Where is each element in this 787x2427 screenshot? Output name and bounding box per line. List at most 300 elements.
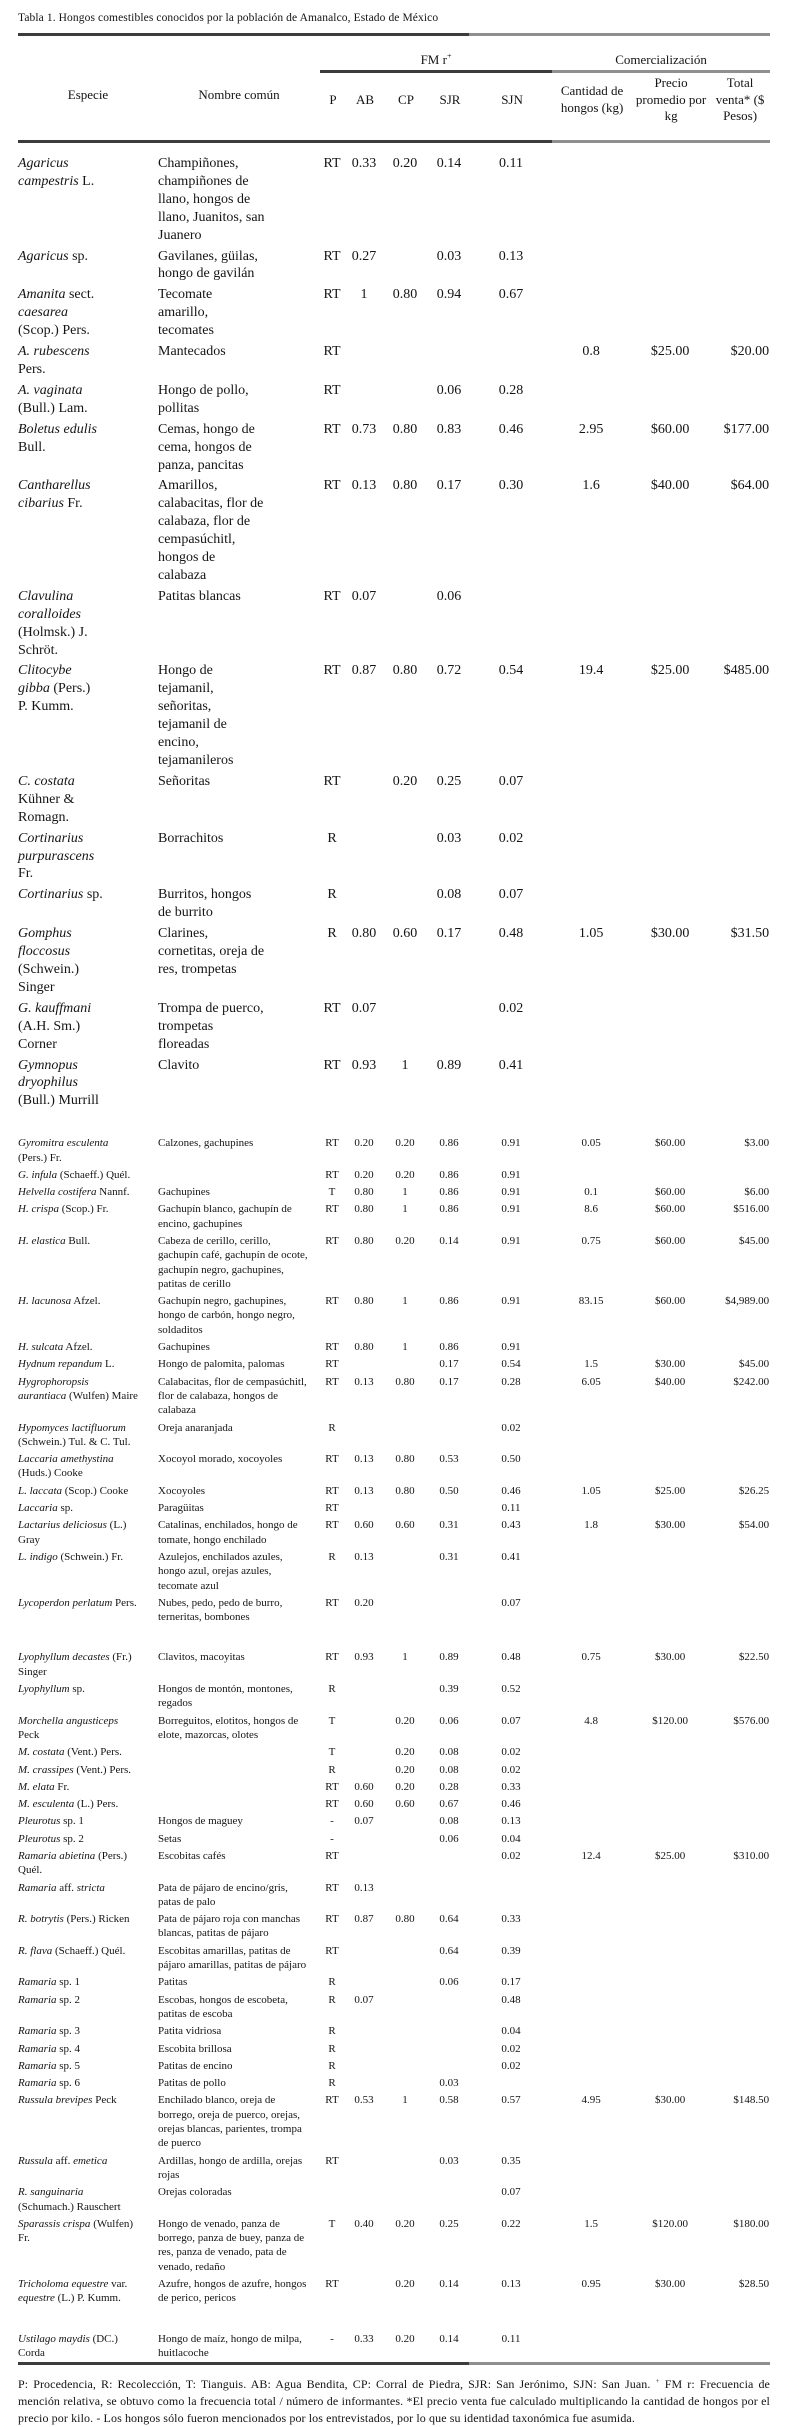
species-name-cell: L. laccata (Scop.) Cooke: [18, 1484, 129, 1497]
species-name-cell: M. costata (Vent.) Pers.: [18, 1746, 122, 1759]
procedencia-cell: RT: [323, 1057, 341, 1073]
sjr-frequency-cell: 0.03: [439, 2077, 459, 2090]
precio-cell: $60.00: [650, 421, 690, 437]
cantidad-cell: [552, 1911, 632, 1943]
sjn-frequency-cell: 0.07: [501, 1596, 521, 1609]
species-name-cell: Cortinarius purpurascens Fr.: [18, 830, 95, 882]
common-names-cell: Patita vidriosa: [158, 2025, 222, 2038]
ab-frequency-cell: [346, 1831, 384, 1848]
procedencia-cell: RT: [323, 1000, 341, 1016]
total-venta-cell: [710, 1339, 770, 1356]
cp-frequency-cell: 0.80: [392, 663, 418, 679]
sjr-frequency-cell: 0.53: [439, 1453, 459, 1466]
cantidad-cell: [552, 1339, 632, 1356]
cp-frequency-cell: [384, 1974, 428, 1991]
precio-cell: [632, 1420, 710, 1452]
precio-cell: [632, 1549, 710, 1595]
species-row: [18, 1293, 770, 1339]
procedencia-cell: RT: [325, 1798, 339, 1811]
ab-frequency-cell: [346, 2184, 384, 2216]
species-row: [18, 829, 770, 886]
species-row: [18, 1374, 770, 1420]
species-name-cell: Helvella costifera Nannf.: [18, 1186, 130, 1199]
cantidad-cell: [552, 1974, 632, 1991]
precio-cell: [632, 1813, 710, 1830]
sjr-frequency-cell: 0.89: [436, 1057, 462, 1073]
precio-cell: $30.00: [654, 1651, 686, 1664]
precio-cell: [632, 1911, 710, 1943]
sjr-frequency-cell: 0.03: [439, 2154, 459, 2167]
species-row: [18, 2041, 770, 2058]
procedencia-cell: R: [327, 926, 337, 942]
sjr-frequency-cell: 0.14: [439, 2278, 459, 2290]
precio-cell: [632, 1779, 710, 1796]
cantidad-cell: [552, 1451, 632, 1483]
cp-frequency-cell: 0.20: [395, 1763, 415, 1776]
species-row: [18, 924, 770, 999]
ab-frequency-cell: 0.20: [354, 1137, 374, 1150]
total-venta-cell: [710, 1744, 770, 1761]
cp-frequency-cell: [384, 999, 428, 1056]
species-row: [18, 1483, 770, 1500]
procedencia-cell: RT: [325, 1295, 339, 1308]
total-venta-cell: $31.50: [730, 926, 770, 942]
species-row: [18, 1831, 770, 1848]
sjr-frequency-cell: 0.86: [439, 1295, 459, 1308]
procedencia-cell: -: [330, 1815, 334, 1828]
sjr-frequency-cell: 0.58: [439, 2094, 459, 2107]
sjr-frequency-cell: 0.06: [436, 382, 462, 398]
common-names-cell: Catalinas, enchilados, hongo de tomate, hongo enchilado: [158, 1519, 298, 1546]
precio-cell: [632, 829, 710, 886]
precio-cell: $60.00: [654, 1137, 686, 1150]
precio-cell: [632, 1744, 710, 1761]
group-header-row: [18, 36, 770, 72]
common-names-cell: Patitas de encino: [158, 2059, 233, 2072]
ab-frequency-cell: 1: [360, 287, 368, 303]
cantidad-cell: 1.8: [584, 1519, 598, 1532]
cp-frequency-cell: [384, 1848, 428, 1880]
species-name-cell: Ramaria abietina (Pers.) Quél.: [18, 1849, 128, 1877]
precio-cell: $40.00: [650, 478, 690, 494]
total-venta-cell: [710, 1056, 770, 1113]
cp-frequency-cell: [384, 1549, 428, 1595]
species-row: [18, 1762, 770, 1779]
sjn-frequency-cell: 0.41: [501, 1550, 521, 1563]
procedencia-cell: R: [328, 1421, 336, 1434]
cp-frequency-cell: 1: [401, 1057, 409, 1073]
ab-frequency-cell: 0.93: [354, 1651, 374, 1664]
species-row: [18, 381, 770, 420]
species-row: [18, 1813, 770, 1830]
cantidad-cell: 19.4: [578, 663, 604, 679]
precio-cell: [632, 2184, 710, 2216]
precio-cell: [632, 1992, 710, 2024]
procedencia-cell: R: [328, 2042, 336, 2055]
sjn-frequency-cell: 0.46: [501, 1798, 521, 1811]
table-footnote: [18, 2376, 770, 2427]
cp-frequency-cell: 1: [402, 2094, 408, 2107]
procedencia-cell: RT: [323, 287, 341, 303]
procedencia-cell: R: [328, 2077, 336, 2090]
species-row: [18, 1356, 770, 1373]
sjr-frequency-cell: 0.14: [439, 1235, 459, 1247]
sjr-frequency-cell: 0.50: [439, 1484, 459, 1497]
sjn-frequency-cell: 0.91: [501, 1137, 521, 1150]
cantidad-cell: [552, 829, 632, 886]
species-name-cell: H. crispa (Scop.) Fr.: [18, 1203, 109, 1216]
cantidad-cell: 4.95: [581, 2094, 601, 2107]
precio-cell: [632, 999, 710, 1056]
procedencia-cell: T: [328, 1714, 336, 1727]
procedencia-cell: [320, 2184, 346, 2216]
sjr-frequency-cell: 0.67: [439, 1798, 459, 1811]
cantidad-cell: [552, 1595, 632, 1627]
total-venta-cell: [710, 1500, 770, 1517]
sjr-frequency-cell: [428, 999, 472, 1056]
ab-frequency-cell: 0.13: [354, 1484, 374, 1497]
footnote-explanation: FM r: Frecuencia de mención relativa, se obtuvo como la frecuencia total / número de informantes. *El precio venta fue calculado multiplicando la cantidad de hongos por el precio por kilo. - Los hongos sólo fueron mencionados por los entrevistados, por lo que su identidad taxonómica fue asumida.: [18, 2377, 770, 2426]
sjn-frequency-cell: 0.07: [498, 887, 524, 903]
sjn-frequency-cell: 0.13: [501, 2278, 521, 2290]
col-header-p: P: [320, 72, 346, 142]
cp-frequency-cell: 0.60: [395, 1798, 415, 1811]
cantidad-cell: 1.05: [578, 926, 604, 942]
common-names-cell: Pata de pájaro roja con manchas blancas, patitas de pájaro: [158, 1913, 301, 1940]
species-name-cell: Laccaria amethystina (Huds.) Cooke: [18, 1453, 114, 1480]
cp-frequency-cell: [384, 1992, 428, 2024]
procedencia-cell: RT: [323, 248, 341, 264]
sjr-frequency-cell: 0.03: [436, 830, 462, 846]
sjr-frequency-cell: 0.86: [439, 1186, 459, 1199]
total-venta-cell: [710, 1992, 770, 2024]
sjn-frequency-cell: 0.43: [501, 1519, 521, 1532]
cantidad-cell: 12.4: [581, 1849, 601, 1862]
total-venta-cell: [710, 1549, 770, 1595]
total-venta-cell: $45.00: [738, 1358, 770, 1371]
common-names-cell: Trompa de puerco, trompetas floreadas: [158, 1000, 264, 1052]
procedencia-cell: RT: [325, 1168, 339, 1181]
cantidad-cell: [552, 2041, 632, 2058]
total-venta-cell: $516.00: [733, 1203, 770, 1216]
sjr-frequency-cell: [428, 342, 472, 381]
common-names-cell: Paragüitas: [158, 1502, 204, 1515]
procedencia-cell: RT: [325, 1358, 339, 1371]
sjn-frequency-cell: 0.02: [501, 2059, 521, 2072]
ab-frequency-cell: 0.80: [354, 1295, 374, 1308]
procedencia-cell: RT: [323, 382, 341, 398]
sjn-frequency-cell: 0.91: [501, 1341, 521, 1354]
common-names-cell: Patitas de pollo: [158, 2077, 226, 2090]
sjr-frequency-cell: 0.94: [436, 287, 462, 303]
ab-frequency-cell: [346, 2023, 384, 2040]
cp-frequency-cell: 0.60: [392, 926, 418, 942]
precio-cell: [632, 1167, 710, 1184]
common-names-cell: Hongo de pollo, pollitas: [158, 382, 249, 416]
species-row: [18, 1744, 770, 1761]
footnote-abbreviations: P: Procedencia, R: Recolección, T: Tianguis. AB: Agua Bendita, CP: Corral de Piedra, SJR: San Jerónimo, SJN: San Juan.: [18, 2377, 651, 2392]
cantidad-cell: [552, 1167, 632, 1184]
sjn-frequency-cell: 0.35: [501, 2154, 521, 2167]
species-row: [18, 1974, 770, 1991]
total-venta-cell: [710, 2023, 770, 2040]
sjr-frequency-cell: 0.86: [439, 1168, 459, 1181]
ab-frequency-cell: 0.93: [351, 1057, 377, 1073]
cantidad-cell: [552, 885, 632, 924]
group-header-fmr: [320, 36, 552, 72]
species-name-cell: Laccaria sp.: [18, 1502, 74, 1515]
precio-cell: $60.00: [654, 1203, 686, 1216]
sjr-frequency-cell: 0.17: [436, 478, 462, 494]
common-names-cell: Azulejos, enchilados azules, hongo azul, orejas azules, tecomate azul: [158, 1550, 283, 1592]
sjn-frequency-cell: 0.91: [501, 1203, 521, 1216]
cp-frequency-cell: 0.20: [395, 1780, 415, 1793]
ab-frequency-cell: 0.60: [354, 1519, 374, 1532]
cp-frequency-cell: [384, 1595, 428, 1627]
total-venta-cell: [710, 1167, 770, 1184]
species-name-cell: Russula aff. emetica: [18, 2154, 108, 2167]
species-name-cell: Sparassis crispa (Wulfen) Fr.: [18, 2217, 134, 2245]
species-row: [18, 2276, 770, 2308]
species-name-cell: R. flava (Schaeff.) Quél.: [18, 1944, 126, 1957]
cp-frequency-cell: 0.80: [395, 1453, 415, 1466]
sjr-frequency-cell: 0.25: [436, 773, 462, 789]
species-row: [18, 1167, 770, 1184]
precio-cell: [632, 772, 710, 829]
common-names-cell: Tecomate amarillo, tecomates: [158, 287, 214, 339]
total-venta-cell: [710, 1880, 770, 1912]
paper-table-page: [18, 8, 770, 2427]
procedencia-cell: RT: [323, 156, 341, 171]
common-names-cell: Calabacitas, flor de cempasúchitl, flor de calabaza, hongos de calabaza: [158, 1375, 307, 1417]
col-header-sjn: SJN: [472, 72, 552, 142]
ab-frequency-cell: [346, 1713, 384, 1745]
species-row: [18, 1681, 770, 1713]
cp-frequency-cell: [384, 2075, 428, 2092]
common-names-cell: Xocoyoles: [158, 1484, 206, 1497]
sjn-frequency-cell: 0.33: [501, 1913, 521, 1926]
species-row: [18, 2184, 770, 2216]
sjr-frequency-cell: 0.83: [436, 421, 462, 437]
cantidad-cell: 0.75: [581, 1235, 601, 1247]
species-name-cell: Agaricus sp.: [18, 248, 89, 264]
cantidad-cell: 6.05: [581, 1375, 601, 1388]
procedencia-cell: RT: [325, 1881, 339, 1894]
common-names-cell: Setas: [158, 1832, 182, 1845]
cp-frequency-cell: 0.80: [395, 1484, 415, 1497]
precio-cell: $30.00: [654, 1358, 686, 1371]
total-venta-cell: [710, 1451, 770, 1483]
sjr-frequency-cell: 0.06: [439, 1976, 459, 1989]
total-venta-cell: [710, 1595, 770, 1627]
procedencia-cell: T: [328, 1746, 336, 1759]
cantidad-cell: 8.6: [584, 1203, 598, 1216]
procedencia-cell: RT: [325, 1453, 339, 1466]
common-names-cell: Escobitas cafés: [158, 1849, 226, 1862]
sjr-frequency-cell: [428, 2041, 472, 2058]
species-name-cell: Ramaria sp. 5: [18, 2059, 81, 2072]
cantidad-cell: [552, 142, 632, 247]
ab-frequency-cell: [346, 1943, 384, 1975]
cantidad-cell: 4.8: [584, 1714, 598, 1727]
sjn-frequency-cell: 0.02: [501, 1849, 521, 1862]
precio-cell: $30.00: [650, 926, 690, 942]
cantidad-cell: 1.6: [582, 478, 600, 494]
sjn-frequency-cell: [472, 2075, 552, 2092]
col-header-cantidad: Cantidad de hongos (kg): [552, 72, 632, 142]
precio-cell: [632, 1339, 710, 1356]
common-names-cell: Hongos de maguey: [158, 1815, 243, 1828]
table-title: Tabla 1. Hongos comestibles conocidos por la población de Amanalco, Estado de México: [18, 12, 439, 24]
cp-frequency-cell: [384, 1880, 428, 1912]
procedencia-cell: R: [327, 887, 337, 903]
procedencia-cell: R: [327, 830, 337, 846]
sjn-frequency-cell: 0.11: [501, 2332, 521, 2345]
total-venta-cell: $45.00: [738, 1235, 770, 1247]
species-name-cell: Lyophyllum decastes (Fr.) Singer: [18, 1651, 132, 1678]
species-row: [18, 2075, 770, 2092]
sjr-frequency-cell: 0.31: [439, 1519, 459, 1532]
precio-cell: [632, 2075, 710, 2092]
cantidad-cell: [552, 1500, 632, 1517]
sjr-frequency-cell: 0.39: [439, 1683, 459, 1696]
procedencia-cell: RT: [325, 1137, 339, 1150]
common-names-cell: Gavilanes, güilas, hongo de gavilán: [158, 248, 258, 282]
species-name-cell: Morchella angusticeps Peck: [18, 1714, 119, 1741]
ab-frequency-cell: 0.80: [354, 1186, 374, 1199]
species-name-cell: A. vaginata (Bull.) Lam.: [18, 382, 88, 416]
cp-frequency-cell: [384, 1420, 428, 1452]
sjr-frequency-cell: 0.89: [439, 1651, 459, 1664]
species-name-cell: Agaricus campestris L.: [18, 156, 95, 189]
common-names-cell: Hongo de maíz, hongo de milpa, huitlacoche: [158, 2332, 302, 2359]
total-venta-cell: [710, 381, 770, 420]
total-venta-cell: $26.25: [738, 1484, 770, 1497]
species-name-cell: M. crassipes (Vent.) Pers.: [18, 1763, 132, 1776]
procedencia-cell: RT: [323, 773, 341, 789]
precio-cell: [632, 285, 710, 342]
cantidad-cell: [552, 1681, 632, 1713]
cantidad-cell: [552, 999, 632, 1056]
total-venta-cell: [710, 772, 770, 829]
total-venta-cell: [710, 1420, 770, 1452]
ab-frequency-cell: 0.13: [354, 1375, 374, 1388]
common-names-cell: Patitas: [158, 1976, 188, 1989]
species-name-cell: Pleurotus sp. 2: [18, 1832, 84, 1845]
cp-frequency-cell: 0.80: [392, 478, 418, 494]
species-name-cell: Ustilago maydis (DC.) Corda: [18, 2332, 118, 2359]
procedencia-cell: RT: [325, 1502, 339, 1515]
sjn-frequency-cell: 0.11: [499, 156, 524, 171]
species-row: [18, 1056, 770, 1113]
species-row: [18, 1626, 770, 1681]
ab-frequency-cell: [346, 2041, 384, 2058]
sjr-frequency-cell: [428, 2184, 472, 2216]
cantidad-cell: 0.1: [584, 1186, 598, 1199]
procedencia-cell: RT: [323, 344, 341, 360]
species-name-cell: Hypomyces lactifluorum (Schwein.) Tul. & C. Tul.: [18, 1421, 131, 1448]
common-names-cell: Orejas coloradas: [158, 2186, 232, 2199]
common-names-cell: Borreguitos, elotitos, hongos de elote, mazorcas, olotes: [158, 1714, 299, 1741]
species-name-cell: H. lacunosa Afzel.: [18, 1295, 101, 1308]
procedencia-cell: RT: [325, 1913, 339, 1926]
cp-frequency-cell: [384, 1943, 428, 1975]
sjr-frequency-cell: 0.03: [436, 248, 462, 264]
species-name-cell: Ramaria sp. 1: [18, 1976, 81, 1989]
precio-cell: [632, 2308, 710, 2363]
species-name-cell: Lycoperdon perlatum Pers.: [18, 1596, 137, 1609]
fmr-superscript: +: [446, 51, 452, 61]
procedencia-cell: RT: [325, 1235, 339, 1247]
common-names-cell: Champiñones, champiñones de llano, hongos de llano, Juanitos, san Juanero: [158, 156, 265, 243]
cp-frequency-cell: 1: [402, 1341, 408, 1354]
common-names-cell: Hongo de tejamanil, señoritas, tejamanil de encino, tejamanileros: [158, 663, 234, 768]
species-row: [18, 2023, 770, 2040]
total-venta-cell: [710, 2075, 770, 2092]
precio-cell: $25.00: [654, 1849, 686, 1862]
procedencia-cell: RT: [325, 1780, 339, 1793]
procedencia-cell: R: [328, 1763, 336, 1776]
total-venta-cell: [710, 1779, 770, 1796]
sjn-frequency-cell: 0.54: [501, 1358, 521, 1371]
ab-frequency-cell: [346, 2058, 384, 2075]
total-venta-cell: $64.00: [730, 478, 770, 494]
ab-frequency-cell: 0.60: [354, 1780, 374, 1793]
sjr-frequency-cell: 0.17: [439, 1375, 459, 1388]
common-names-cell: Burritos, hongos de burrito: [158, 887, 252, 921]
cp-frequency-cell: 0.20: [395, 1746, 415, 1759]
species-name-cell: L. indigo (Schwein.) Fr.: [18, 1550, 124, 1563]
precio-cell: $25.00: [650, 663, 690, 679]
cp-frequency-cell: [384, 342, 428, 381]
precio-cell: [632, 885, 710, 924]
total-venta-cell: [710, 2184, 770, 2216]
cantidad-cell: [552, 1831, 632, 1848]
common-names-cell: Clavitos, macoyitas: [158, 1651, 245, 1664]
species-name-cell: Gymnopus dryophilus (Bull.) Murrill: [18, 1057, 99, 1109]
total-venta-cell: [710, 587, 770, 662]
procedencia-cell: RT: [323, 421, 341, 437]
total-venta-cell: $28.50: [738, 2278, 770, 2290]
total-venta-cell: [710, 2058, 770, 2075]
cp-frequency-cell: 1: [402, 1203, 408, 1216]
ab-frequency-cell: [346, 1744, 384, 1761]
cp-frequency-cell: 0.80: [392, 421, 418, 437]
group-header-comercializacion: Comercialización: [552, 36, 770, 72]
total-venta-cell: [710, 285, 770, 342]
total-venta-cell: [710, 1974, 770, 1991]
ab-frequency-cell: 0.87: [351, 663, 377, 679]
cantidad-cell: 83.15: [578, 1295, 604, 1308]
cantidad-cell: 0.75: [581, 1651, 601, 1664]
procedencia-cell: RT: [323, 478, 341, 494]
col-header-precio: Precio promedio por kg: [632, 72, 710, 142]
precio-cell: [632, 142, 710, 247]
total-venta-cell: $148.50: [733, 2094, 770, 2107]
species-row: [18, 476, 770, 586]
precio-cell: [632, 1974, 710, 1991]
procedencia-cell: R: [328, 1993, 336, 2006]
precio-cell: [632, 381, 710, 420]
common-names-cell: Xocoyol morado, xocoyoles: [158, 1453, 283, 1466]
total-venta-cell: $20.00: [730, 344, 770, 360]
cp-frequency-cell: [384, 1813, 428, 1830]
cantidad-cell: [552, 1762, 632, 1779]
species-name-cell: Ramaria sp. 4: [18, 2042, 81, 2055]
common-names-cell: Gachupín blanco, gachupín de encino, gachupines: [158, 1203, 292, 1230]
sjn-frequency-cell: 0.52: [501, 1683, 521, 1696]
ab-frequency-cell: [346, 342, 384, 381]
